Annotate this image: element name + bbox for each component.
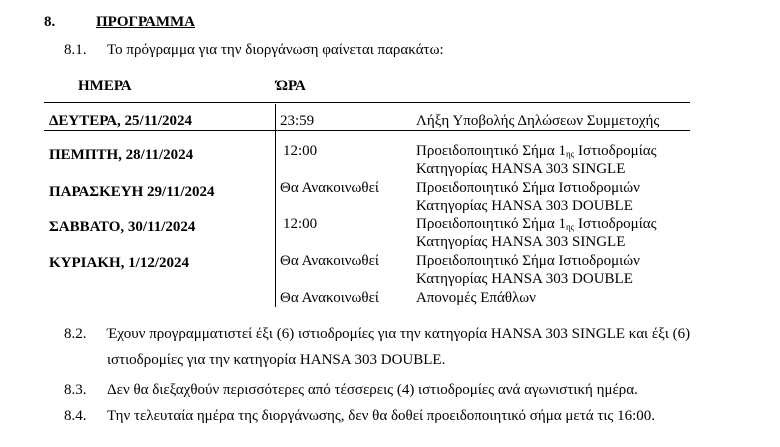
header-day: ΗΜΕΡΑ	[78, 78, 132, 94]
row-desc-line1: Προειδοποιητικό Σήμα Ιστιοδρομιών	[416, 253, 640, 269]
row-desc-line2: Κατηγορίας HANSA 303 SINGLE	[416, 161, 626, 177]
row-day: ΚΥΡΙΑΚΗ, 1/12/2024	[49, 255, 190, 271]
row-day: ΔΕΥΤΕΡΑ, 25/11/2024	[49, 113, 193, 129]
table-row-rule	[44, 130, 690, 131]
section-number: 8.	[44, 14, 56, 30]
desc-text: Ιστιοδρομίας	[574, 143, 657, 159]
row-time: 12:00	[283, 216, 318, 232]
desc-text: Προειδοποιητικό Σήμα 1	[416, 143, 566, 159]
paragraph-line: Δεν θα διεξαχθούν περισσότερες από τέσσερεις (4) ιστιοδρομίες ανά αγωνιστική ημέρα.	[107, 382, 638, 398]
row-desc-line1: Απονομές Επάθλων	[416, 290, 536, 306]
row-time: 12:00	[283, 143, 318, 159]
row-time: Θα Ανακοινωθεί	[280, 180, 379, 196]
paragraph-line: Έχουν προγραμματιστεί έξι (6) ιστιοδρομίες για την κατηγορία HANSA 303 SINGLE και έξι (6)	[107, 326, 691, 342]
desc-superscript: ης	[565, 222, 575, 232]
row-day: ΣΑΒΒΑΤΟ, 30/11/2024	[49, 219, 196, 235]
desc-text: Προειδοποιητικό Σήμα 1	[416, 216, 566, 232]
row-day: ΠΑΡΑΣΚΕΥΗ 29/11/2024	[49, 184, 215, 200]
row-time: Θα Ανακοινωθεί	[280, 290, 379, 306]
table-top-rule	[44, 102, 690, 103]
paragraph-number: 8.3.	[64, 382, 87, 398]
desc-superscript: ης	[565, 149, 575, 159]
row-day: ΠΕΜΠΤΗ, 28/11/2024	[49, 147, 194, 163]
paragraph-number: 8.2.	[64, 326, 87, 342]
table-column-divider	[275, 104, 276, 307]
row-desc-line2: Κατηγορίας HANSA 303 SINGLE	[416, 234, 626, 250]
paragraph-number: 8.4.	[64, 408, 87, 424]
row-desc-line1: Λήξη Υποβολής Δηλώσεων Συμμετοχής	[416, 113, 660, 129]
header-time: ΏΡΑ	[276, 78, 306, 94]
paragraph-line: Την τελευταία ημέρα της διοργάνωσης, δεν θα δοθεί προειδοποιητικό σήμα μετά τις 16:00.	[107, 408, 655, 424]
desc-text: Ιστιοδρομίας	[574, 216, 657, 232]
intro-number: 8.1.	[64, 42, 87, 58]
row-desc-line2: Κατηγορίας HANSA 303 DOUBLE	[416, 271, 633, 287]
row-desc-line2: Κατηγορίας HANSA 303 DOUBLE	[416, 198, 633, 214]
row-time: Θα Ανακοινωθεί	[280, 253, 379, 269]
intro-text: Το πρόγραμμα για την διοργάνωση φαίνεται παρακάτω:	[107, 42, 444, 58]
row-desc-line1: Προειδοποιητικό Σήμα Ιστιοδρομιών	[416, 180, 640, 196]
paragraph-line: ιστιοδρομίες για την κατηγορία HANSA 303 DOUBLE.	[107, 352, 446, 368]
section-title: ΠΡΟΓΡΑΜΜΑ	[96, 14, 195, 30]
row-time: 23:59	[280, 113, 315, 129]
